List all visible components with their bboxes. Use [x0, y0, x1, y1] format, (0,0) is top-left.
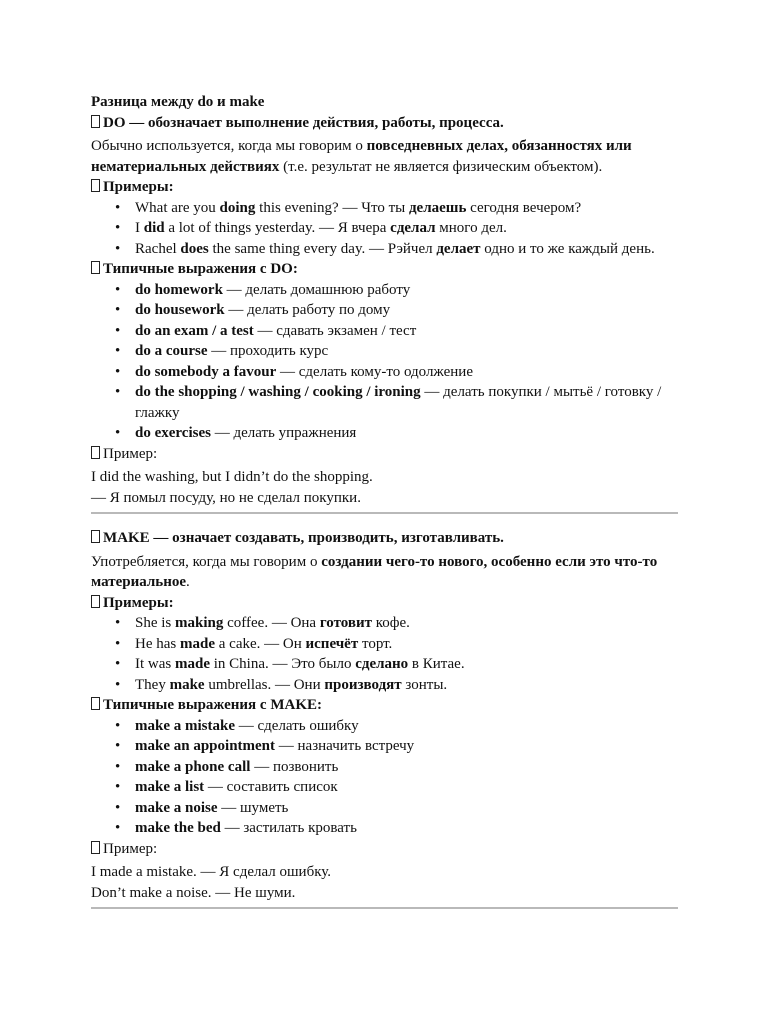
do-expressions-list: [91, 280, 678, 444]
make-examples-heading: Примеры:: [91, 593, 678, 614]
do-examples-list: [91, 198, 678, 260]
list-item: • do a course — проходить курс: [135, 341, 678, 362]
make-section: [91, 528, 678, 909]
list-item: • make the bed — застилать кровать: [135, 818, 678, 839]
make-example-1: I made a mistake. — Я сделал ошибку.: [91, 864, 332, 880]
do-section: [91, 113, 678, 515]
do-examples-heading: Примеры:: [91, 177, 678, 198]
list-item: • do exercises — делать упражнения: [135, 423, 678, 444]
do-example-en: I did the washing, but I didn’t do the shopping.: [91, 469, 373, 485]
do-expressions-heading: Типичные выражения с DO:: [91, 259, 678, 280]
make-examples-list: [91, 613, 678, 695]
list-item: • do homework — делать домашнюю работу: [135, 280, 678, 301]
missing-glyph-icon: [91, 595, 100, 608]
make-heading: MAKE — означает создавать, производить, изготавливать.: [91, 528, 678, 549]
missing-glyph-icon: [91, 115, 100, 128]
list-item: • It was made in China. — Это было сделано в Китае.: [135, 654, 678, 675]
list-item: • Rachel does the same thing every day. — Рэйчел делает одно и то же каждый день.: [135, 239, 678, 260]
make-example-2: Don’t make a noise. — Не шуми.: [91, 884, 296, 901]
list-item: • do an exam / a test — сдавать экзамен / тест: [135, 321, 678, 342]
missing-glyph-icon: [91, 530, 100, 543]
list-item: • do the shopping / washing / cooking / ironing — делать покупки / мытьё / готовку / глажку: [135, 382, 678, 423]
make-example-label: Пример:: [91, 839, 678, 860]
list-item: • make a list — составить список: [135, 777, 678, 798]
do-example-ru: — Я помыл посуду, но не сделал покупки.: [91, 489, 361, 506]
list-item: • She is making coffee. — Она готовит кофе.: [135, 613, 678, 634]
missing-glyph-icon: [91, 697, 100, 710]
list-item: • They make umbrellas. — Они производят зонты.: [135, 675, 678, 696]
list-item: • make a phone call — позвонить: [135, 757, 678, 778]
list-item: • What are you doing this evening? — Что ты делаешь сегодня вечером?: [135, 198, 678, 219]
do-example-label: Пример:: [91, 444, 678, 465]
make-expressions-list: [91, 716, 678, 839]
list-item: • I did a lot of things yesterday. — Я вчера сделал много дел.: [135, 218, 678, 239]
list-item: • do housework — делать работу по дому: [135, 300, 678, 321]
list-item: • He has made a cake. — Он испечёт торт.: [135, 634, 678, 655]
missing-glyph-icon: [91, 841, 100, 854]
do-intro: Обычно используется, когда мы говорим о повседневных делах, обязанностях или нематериальных действиях (т.е. результат не является физическим объектом).: [91, 138, 632, 175]
list-item: • do somebody a favour — сделать кому-то одолжение: [135, 362, 678, 383]
make-intro: Употребляется, когда мы говорим о создании чего-то нового, особенно если это что-то материальное.: [91, 553, 658, 590]
document-page: [91, 92, 678, 909]
missing-glyph-icon: [91, 446, 100, 459]
make-expressions-heading: Типичные выражения с MAKE:: [91, 695, 678, 716]
do-heading: DO — обозначает выполнение действия, работы, процесса.: [91, 113, 678, 134]
missing-glyph-icon: [91, 179, 100, 192]
section-divider: [91, 907, 678, 909]
list-item: • make a noise — шуметь: [135, 798, 678, 819]
missing-glyph-icon: [91, 261, 100, 274]
list-item: • make an appointment — назначить встречу: [135, 736, 678, 757]
document-title: Разница между do и make: [91, 94, 265, 110]
list-item: • make a mistake — сделать ошибку: [135, 716, 678, 737]
